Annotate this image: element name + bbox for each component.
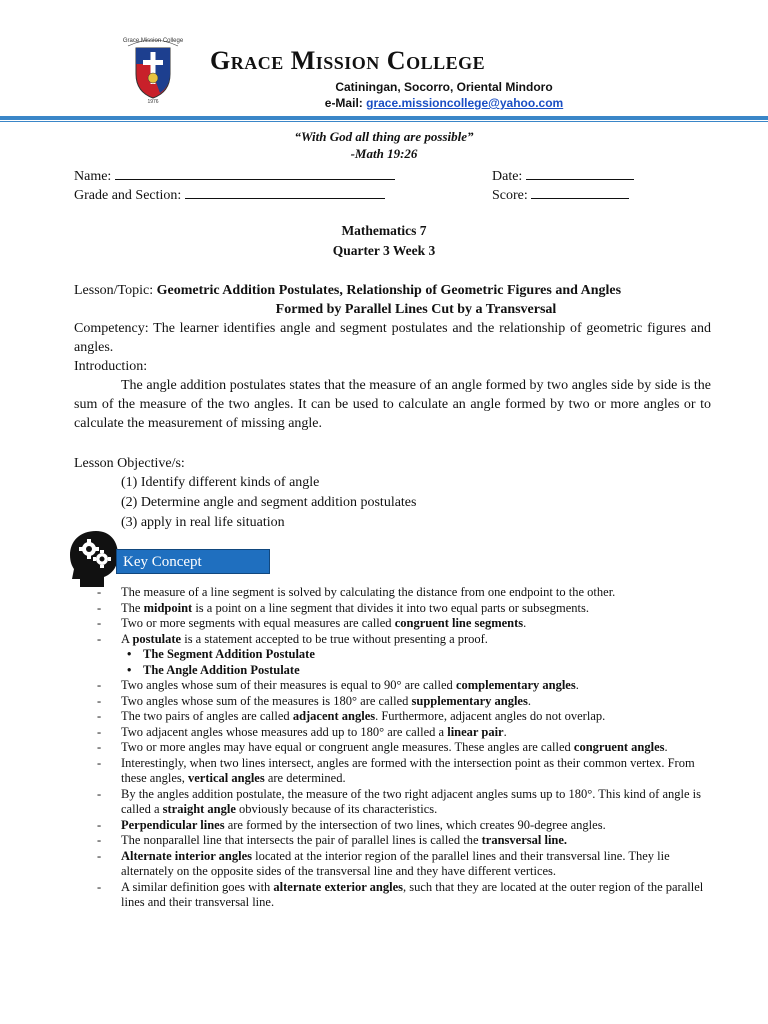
score-blank[interactable] xyxy=(531,185,629,199)
key-concept-heading: Key Concept xyxy=(116,549,270,574)
motto-quote: “With God all thing are possible” xyxy=(294,129,474,144)
concept-item: - Perpendicular lines are formed by the intersection of two lines, which creates 90-degree angles. xyxy=(97,817,606,832)
motto-source: -Math 19:26 xyxy=(350,146,418,161)
college-email xyxy=(60,96,768,110)
date-label: Date: xyxy=(492,169,523,184)
concept-item: - Two angles whose sum of their measures is equal to 90° are called complementary angles. xyxy=(97,678,579,692)
concept-item: - Two adjacent angles whose measures add up to 180° are called a linear pair. xyxy=(97,724,507,739)
objective-item: (2) Determine angle and segment addition postulates xyxy=(121,495,417,510)
concept-item: - Interestingly, when two lines intersect, angles are formed with the intersection point as their common vertex. From these angles, vertical angles are determined. xyxy=(97,755,695,785)
header-rule-thin xyxy=(0,121,768,122)
quarter-week: Quarter 3 Week 3 xyxy=(332,243,436,258)
score-field[interactable] xyxy=(492,185,629,204)
concept-item: - The measure of a line segment is solved by calculating the distance from one endpoint to the other. xyxy=(97,585,616,599)
seal-year: 1976 xyxy=(147,99,159,104)
college-name: Grace Mission College xyxy=(210,46,486,75)
concept-item: - Two or more angles may have equal or congruent angle measures. These angles are called congruent angles. xyxy=(97,740,668,754)
email-label: e-Mail: xyxy=(324,96,363,110)
subject-title: Mathematics 7 xyxy=(341,223,427,238)
seal-arc-text: Grace Mission College xyxy=(122,38,184,44)
topic-label: Lesson/Topic: xyxy=(74,283,154,298)
lesson-topic-line2: Formed by Parallel Lines Cut by a Transversal xyxy=(275,302,557,317)
college-address: Catiningan, Socorro, Oriental Mindoro xyxy=(335,80,553,94)
date-blank[interactable] xyxy=(526,166,634,180)
postulate-bullet: • The Segment Addition Postulate xyxy=(127,647,315,661)
email-link[interactable]: grace.missioncollege@yahoo.com xyxy=(366,96,564,110)
concept-item: - By the angles addition postulate, the measure of the two right adjacent angles sums up to 180°. This kind of angle is called a straight angle obviously because of its characteristics. xyxy=(97,786,702,816)
concept-item: - A similar definition goes with alternate exterior angles, such that they are located at the outer region of the parallel lines and their transversal line. xyxy=(97,879,704,909)
concept-item: - Two or more segments with equal measures are called congruent line segments. xyxy=(97,616,527,630)
grade-section-field[interactable] xyxy=(74,185,385,204)
concept-item: - Alternate interior angles located at the interior region of the parallel lines and their transversal line. They lie alternately on the opposite sides of the transversal line and they have different vertices. xyxy=(97,848,670,878)
grade-blank[interactable] xyxy=(185,185,385,199)
postulate-bullet: • The Angle Addition Postulate xyxy=(127,662,300,677)
concept-item: - The two pairs of angles are called adjacent angles. Furthermore, adjacent angles do not overlap. xyxy=(97,709,606,723)
concept-item: - Two angles whose sum of the measures is 180° are called supplementary angles. xyxy=(97,693,531,708)
objectives-list xyxy=(121,473,416,533)
objective-item: (1) Identify different kinds of angle xyxy=(121,475,320,490)
header-rule-thick xyxy=(0,116,768,120)
grade-label: Grade and Section: xyxy=(74,188,182,203)
name-field[interactable] xyxy=(74,166,395,185)
introduction-label: Introduction: xyxy=(74,359,148,374)
head-gears-icon xyxy=(66,529,122,589)
topic-line1: Geometric Addition Postulates, Relationship of Geometric Figures and Angles xyxy=(156,283,622,298)
lesson-topic xyxy=(74,281,621,300)
concept-item: - The midpoint is a point on a line segment that divides it into two equal parts or subsegments. xyxy=(97,600,590,615)
key-concept-list xyxy=(97,585,717,911)
concept-item: - A postulate is a statement accepted to be true without presenting a proof. xyxy=(97,631,488,646)
date-field[interactable] xyxy=(492,166,634,185)
introduction-text: The angle addition postulates states that the measure of an angle formed by two angles side by side is the sum of the measure of the two angles. It can be used to calculate an angle formed by two or more angles or to calculate the measurement of missing angle. xyxy=(74,378,711,431)
objectives-label: Lesson Objective/s: xyxy=(74,456,185,471)
concept-item: - The nonparallel line that intersects the pair of parallel lines is called the transversal line. xyxy=(97,833,568,847)
name-blank[interactable] xyxy=(115,166,395,180)
name-label: Name: xyxy=(74,169,112,184)
objective-item: (3) apply in real life situation xyxy=(121,515,285,530)
score-label: Score: xyxy=(492,188,528,203)
competency: Competency: The learner identifies angle and segment postulates and the relationship of geometric figures and angles. xyxy=(74,321,711,355)
